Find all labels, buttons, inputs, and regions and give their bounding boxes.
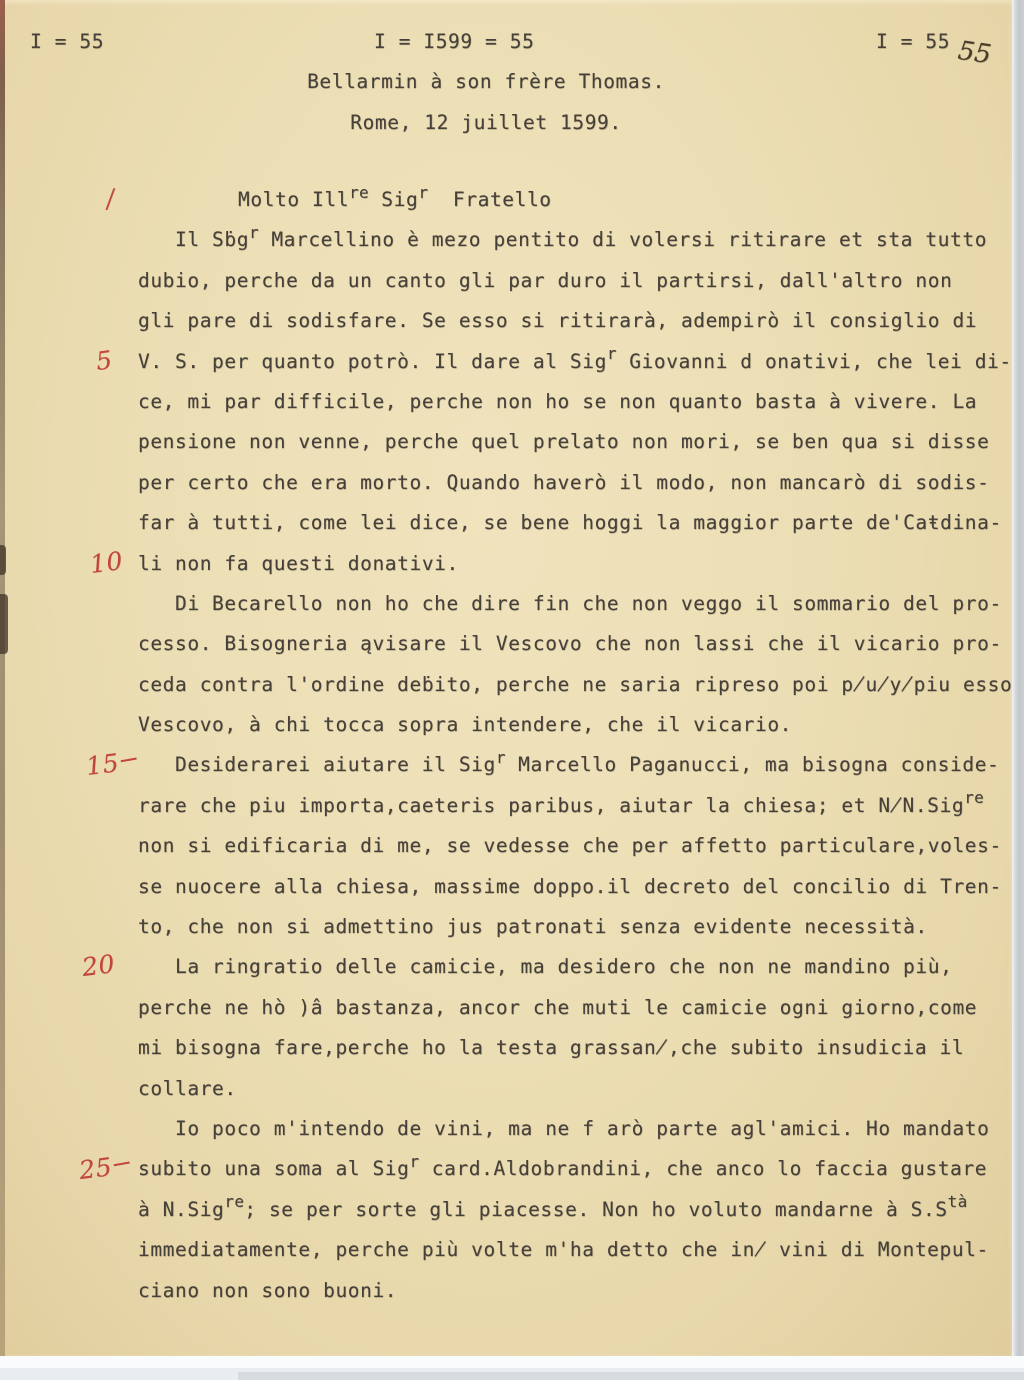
text-line: Io poco m'intendo de vini, ma ne f arò parte agl'amici. Ho mandato: [175, 1116, 990, 1140]
text-line: pensione non venne, perche quel prelato non mori, se ben qua si disse: [138, 430, 990, 454]
text-line: Vescovo, à chi tocca sopra intendere, che il vicario.: [138, 713, 793, 737]
text-line: se nuocere alla chiesa, massime doppo.il decreto del concilio di Tren-: [138, 874, 1002, 898]
text-line: perche ne hò )â bastanza, ancor che muti le camicie ogni giorno,come: [138, 995, 978, 1019]
text-line: ciano non sono buoni.: [138, 1278, 398, 1302]
text-line: rare che piu importa,caeteris paribus, aiutar la chiesa; et N̸N.Sig$^{re}$: [138, 788, 985, 817]
text-line: 15 Desiderarei aiutare il Sig$^r$ Marcello Paganucci, ma bisogna conside-: [84, 747, 1000, 782]
scanner-band: [238, 1372, 1024, 1380]
superscript-abbreviation: r: [606, 344, 617, 364]
text-line: far à tutti, come lei dice, se bene hoggi la maggior parte de'Caŧdina-: [138, 511, 1002, 535]
handwritten-folio-number: 55: [956, 35, 994, 71]
superscript-abbreviation: re: [349, 182, 369, 202]
text-line: dubio, perche da un canto gli par duro il partirsi, dall'altro non: [138, 268, 953, 292]
text-line: à N.Sig$^{re}$; se per sorte gli piacesse. Non ho voluto mandarne à $S.S^{tà}$: [138, 1192, 968, 1221]
scanner-edge-right: [1012, 0, 1024, 1380]
text-line: non si edificaria di me, se vedesse che per affetto particulare,voles-: [138, 834, 1002, 858]
superscript-abbreviation: re: [224, 1192, 245, 1212]
archive-number-right: I = 55: [876, 30, 951, 53]
text-line: mi bisogna fare,perche ho la testa grassan̸,che subito insudicia il: [138, 1036, 965, 1060]
scanner-edge-bottom: [0, 1356, 1024, 1380]
superscript-abbreviation: r: [495, 747, 506, 767]
text-line: ceda contra l'ordine deḃito, perche ne saria ripreso poi p̸u̸y̸piu esso: [138, 672, 1013, 696]
archive-number-center: I = I599 = 55: [374, 30, 535, 53]
text-line: collare.: [138, 1076, 237, 1100]
text-line: per certo che era morto. Quando haverò il modo, non mancarò di sodis-: [138, 470, 990, 494]
letter-body: [77, 182, 1013, 1321]
superscript-abbreviation: re: [964, 788, 985, 808]
superscript-abbreviation: tà: [947, 1192, 968, 1212]
text-line: / Molto Ill$^{re}$ Sig$^r$ Fratello: [104, 182, 552, 214]
red-line-number: /: [104, 183, 117, 214]
superscript-abbreviation: r: [409, 1151, 420, 1171]
text-line: Il Sḃg$^r$ Marcellino è mezo pentito di volersi ritirare et sta tutto: [175, 222, 988, 252]
title-block: [0, 72, 972, 132]
red-dash: [114, 1162, 130, 1167]
ink-blot: [0, 594, 8, 654]
red-line-number: 5: [94, 344, 115, 376]
superscript-abbreviation: r: [249, 222, 259, 242]
text-line: cesso. Bisogneria ąvisare il Vescovo che non lassi che il vicario pro-: [138, 632, 1002, 656]
text-line: immediatamente, perche più volte m'ha detto che in̸ vini di Montepul-: [138, 1238, 989, 1262]
letter-title: Bellarmin à son frère Thomas.: [307, 70, 665, 93]
red-dash: [121, 758, 137, 763]
red-line-number: 20: [80, 949, 117, 983]
red-line-number: 15: [85, 748, 139, 779]
red-line-number: 25: [78, 1152, 132, 1183]
superscript-abbreviation: r: [418, 182, 429, 202]
letter-dateline: Rome, 12 juillet 1599.: [350, 110, 622, 134]
text-line: gli pare di sodisfare. Se esso si ritirarà, adempirò il consiglio di: [138, 309, 978, 333]
text-line: Di Becarello non ho che dire fin che non veggo il sommario del pro-: [175, 591, 1002, 615]
text-line: ce, mi par difficile, perche non ho se non quanto basta à vivere. La: [138, 389, 978, 413]
archive-number-left: I = 55: [30, 30, 105, 53]
red-line-number: 10: [88, 545, 125, 579]
text-line: 20 La ringratio delle camicie, ma desidero che non ne mandino più,: [80, 949, 953, 983]
ink-blot: [0, 545, 6, 575]
text-line: 25 subito una soma al Sig$^r$ card.Aldobrandini, che anco lo faccia gustare: [77, 1151, 988, 1186]
paper-left-edge: [0, 0, 5, 1356]
text-line: 5 V. S. per quanto potrò. Il dare al Sig$^r$ Giovanni d onativi, che lei di-: [94, 344, 1012, 376]
text-line: to, che non si admettino jus patronati senza evidente necessità.: [138, 915, 928, 939]
text-line: 10 li non fa questi donativi.: [88, 545, 459, 579]
